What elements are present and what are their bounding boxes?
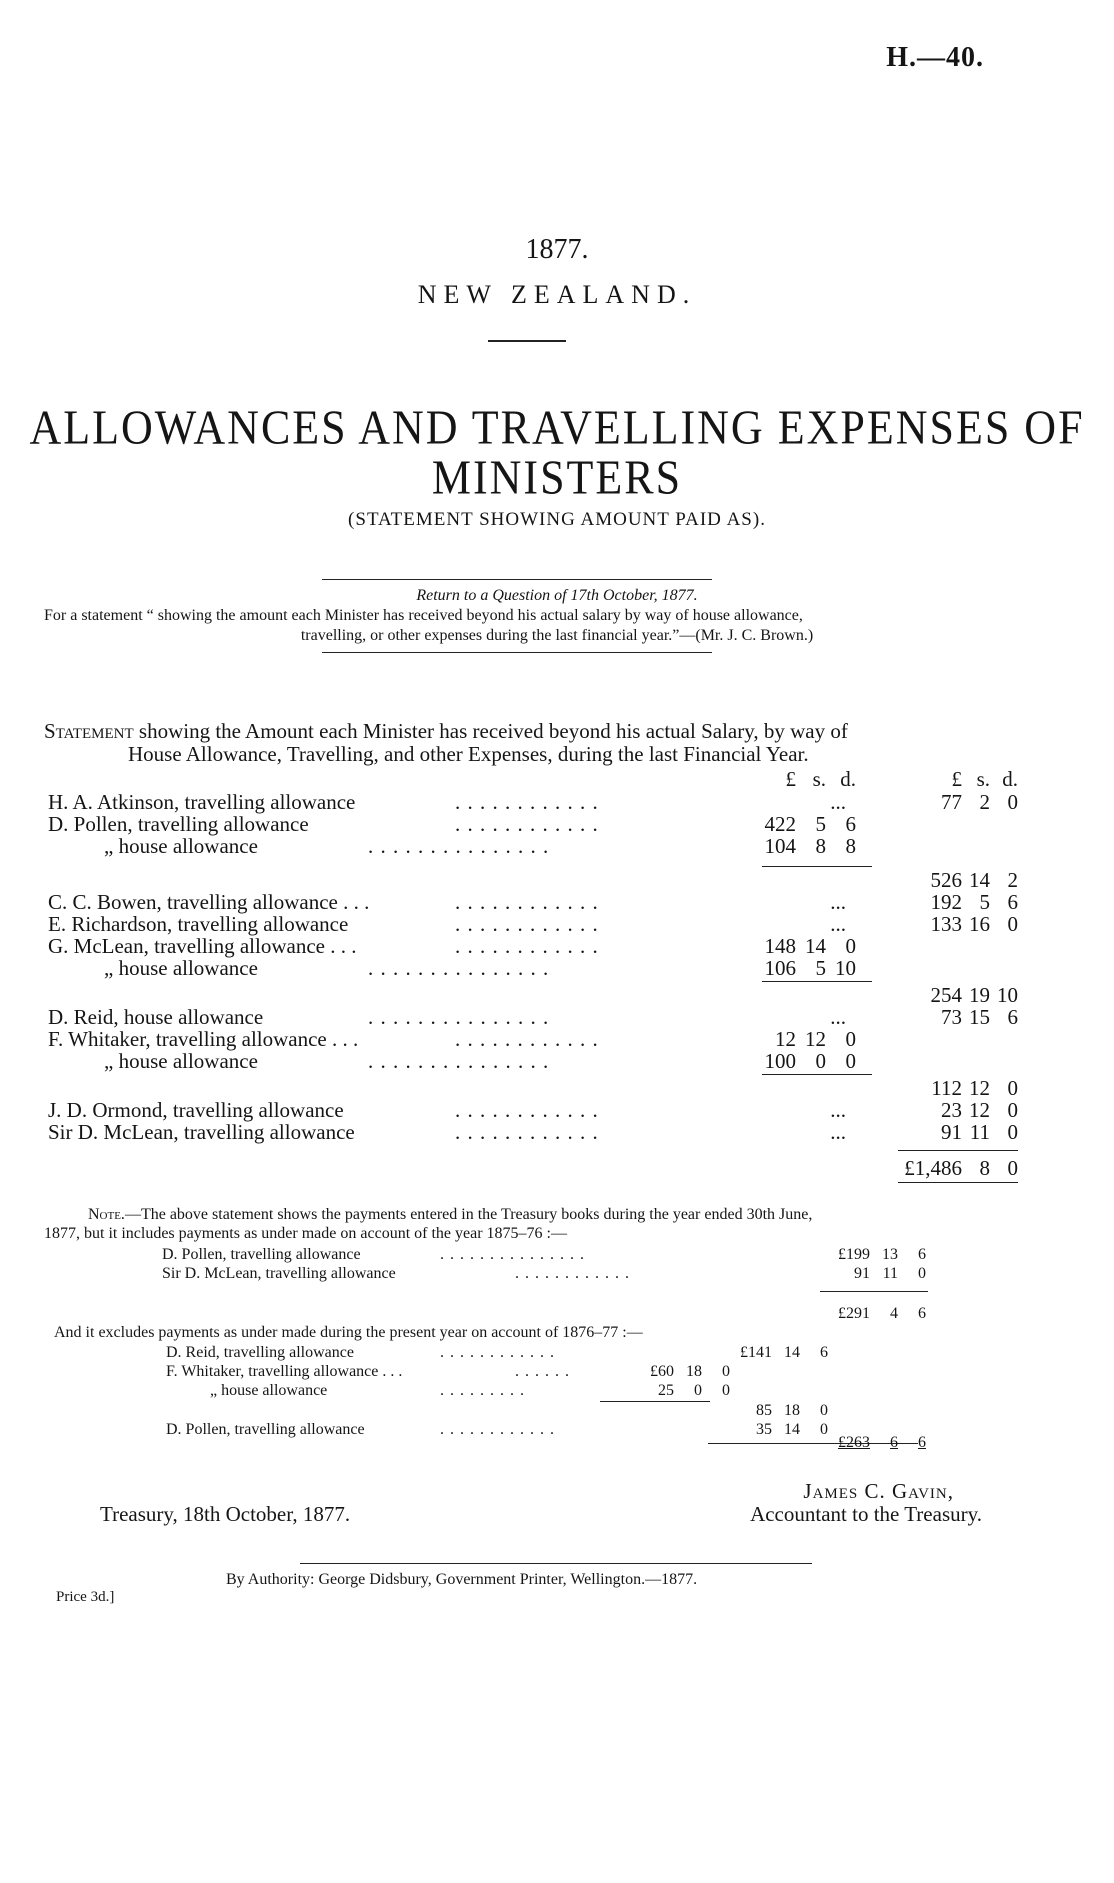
grand-total-pence: 0 <box>1007 1156 1018 1180</box>
note-total-pounds: £263 <box>838 1434 870 1451</box>
row-label: H. A. Atkinson, travelling allowance <box>48 790 356 814</box>
row-label: D. Reid, house allowance <box>48 1005 264 1029</box>
row-amount-pounds: 12 <box>775 1027 796 1051</box>
grand-total-rule <box>898 1150 1018 1151</box>
note-row-pence: 0 <box>820 1421 828 1438</box>
note-row-pounds: 85 <box>756 1402 772 1419</box>
note-row-pence: 6 <box>820 1344 828 1361</box>
return-statement-line1: For a statement “ showing the amount each Minister has received beyond his actual salary by way of house allowance, <box>44 607 803 624</box>
row-amount-placeholder: ... <box>830 790 846 814</box>
note-row-pence: 6 <box>918 1246 926 1263</box>
note-excluded-row <box>0 1343 1114 1362</box>
row-label: „ house allowance <box>104 834 258 858</box>
row-total-shillings: 15 <box>969 1005 990 1029</box>
statement-row <box>0 935 1114 957</box>
row-amount-placeholder: ... <box>830 1098 846 1122</box>
note-total-pence: 6 <box>918 1305 926 1322</box>
statement-grand-total <box>0 1157 1114 1179</box>
row-leader: . . . . . . . . . . . . . . . <box>368 956 550 980</box>
col-header-pence: d. <box>840 767 856 791</box>
statement-subtotal-row <box>0 1077 1114 1099</box>
note-included-total <box>0 1304 1114 1323</box>
row-amount-shillings: 5 <box>815 812 826 836</box>
note-row-pence: 0 <box>820 1402 828 1419</box>
note-row-leader: . . . . . . <box>515 1363 570 1380</box>
note-included-rule <box>820 1291 928 1292</box>
row-label: Sir D. McLean, travelling allowance <box>48 1120 355 1144</box>
title-rule <box>488 340 566 342</box>
row-amount-pence: 0 <box>845 1027 856 1051</box>
signature-name: James C. Gavin, <box>803 1479 954 1503</box>
row-total-shillings: 14 <box>969 868 990 892</box>
row-leader: . . . . . . . . . . . . <box>455 1120 599 1144</box>
signature-place-date: Treasury, 18th October, 1877. <box>100 1502 351 1526</box>
note-row-shillings: 14 <box>784 1421 800 1438</box>
row-total-pounds: 192 <box>930 890 962 914</box>
row-leader: . . . . . . . . . . . . . . . <box>368 1049 550 1073</box>
document-year: 1877. <box>525 234 589 265</box>
note-row-inner-pence: 0 <box>722 1382 730 1399</box>
footer-price: Price 3d.] <box>56 1589 115 1605</box>
row-amount-pounds: 100 <box>764 1049 796 1073</box>
note-row-shillings: 14 <box>784 1344 800 1361</box>
row-label: E. Richardson, travelling allowance <box>48 912 349 936</box>
document-title-line2: MINISTERS <box>431 450 683 505</box>
note-row-inner-shillings: 0 <box>694 1382 702 1399</box>
footer-rule <box>300 1563 812 1564</box>
row-label: J. D. Ormond, travelling allowance <box>48 1098 344 1122</box>
row-label: F. Whitaker, travelling allowance . . . <box>48 1027 359 1051</box>
note-total-shillings: 6 <box>890 1434 898 1451</box>
note-row-label: „ house allowance <box>210 1382 328 1399</box>
document-subtitle: (STATEMENT SHOWING AMOUNT PAID AS). <box>348 509 766 530</box>
document-title-line1: ALLOWANCES AND TRAVELLING EXPENSES OF <box>29 400 1085 455</box>
row-amount-pounds: 422 <box>764 812 796 836</box>
return-question: Return to a Question of 17th October, 1877. <box>416 587 698 604</box>
row-total-shillings: 2 <box>979 790 990 814</box>
page-ref: H.—40. <box>886 42 984 73</box>
row-total-pounds: 77 <box>941 790 962 814</box>
note-excluded-row <box>0 1381 1114 1400</box>
note-line1-text: —The above statement shows the payments entered in the Treasury books during the year ended 30th June, <box>124 1206 813 1223</box>
note-total-pence: 6 <box>918 1434 926 1451</box>
row-label: „ house allowance <box>104 956 258 980</box>
row-total-pounds: 254 <box>930 983 962 1007</box>
grand-total-shillings: 8 <box>979 1156 990 1180</box>
note-row-pounds: £141 <box>740 1344 772 1361</box>
row-amount-shillings: 14 <box>805 934 826 958</box>
row-amount-placeholder: ... <box>830 912 846 936</box>
row-total-pence: 2 <box>1007 868 1018 892</box>
row-leader: . . . . . . . . . . . . . . . <box>368 834 550 858</box>
row-total-pounds: 526 <box>930 868 962 892</box>
statement-heading-rest: showing the Amount each Minister has received beyond his actual Salary, by way of <box>138 719 848 743</box>
row-amount-pence: 10 <box>835 956 856 980</box>
row-total-pence: 6 <box>1007 890 1018 914</box>
column-headers <box>0 768 1114 790</box>
note-row-pence: 0 <box>918 1265 926 1282</box>
row-total-shillings: 11 <box>969 1120 990 1144</box>
note-row-shillings: 18 <box>784 1402 800 1419</box>
note-line3: And it excludes payments as under made during the present year on account of 1876–77 :— <box>54 1324 643 1341</box>
note-row-shillings: 13 <box>882 1246 898 1263</box>
note-row-label: D. Pollen, travelling allowance <box>166 1421 365 1438</box>
row-label: C. C. Bowen, travelling allowance . . . <box>48 890 370 914</box>
row-leader: . . . . . . . . . . . . <box>455 1098 599 1122</box>
row-total-pounds: 133 <box>930 912 962 936</box>
row-label: D. Pollen, travelling allowance <box>48 812 309 836</box>
row-leader: . . . . . . . . . . . . <box>455 934 599 958</box>
statement-row <box>0 1028 1114 1050</box>
row-amount-pounds: 106 <box>764 956 796 980</box>
statement-heading-lead: Statement <box>44 719 134 743</box>
note-row-shillings: 11 <box>882 1265 898 1282</box>
grand-total-double-rule <box>898 1182 1018 1183</box>
return-statement-line2: travelling, or other expenses during the last financial year.”—(Mr. J. C. Brown.) <box>300 627 814 644</box>
note-row-pounds: 91 <box>854 1265 870 1282</box>
row-total-pence: 0 <box>1007 790 1018 814</box>
statement-row <box>0 1099 1114 1121</box>
row-total-shillings: 16 <box>969 912 990 936</box>
row-total-pence: 6 <box>1007 1005 1018 1029</box>
note-total-shillings: 4 <box>890 1305 898 1322</box>
note-row-inner-pounds: 25 <box>658 1382 674 1399</box>
row-total-pence: 0 <box>1007 1098 1018 1122</box>
note-row-leader: . . . . . . . . . . . . <box>440 1421 555 1438</box>
row-total-pounds: 112 <box>931 1076 962 1100</box>
note-row-leader: . . . . . . . . . . . . . . . <box>440 1246 585 1263</box>
row-amount-pence: 8 <box>845 834 856 858</box>
statement-heading <box>44 719 848 744</box>
row-leader: . . . . . . . . . . . . <box>455 812 599 836</box>
row-total-shillings: 19 <box>969 983 990 1007</box>
note-row-inner-pence: 0 <box>722 1363 730 1380</box>
row-total-pence: 0 <box>1007 912 1018 936</box>
row-amount-shillings: 0 <box>815 1049 826 1073</box>
note-row-label: Sir D. McLean, travelling allowance <box>162 1265 396 1282</box>
note-line2: 1877, but it includes payments as under made on account of the year 1875–76 :— <box>44 1225 567 1242</box>
row-total-shillings: 12 <box>969 1076 990 1100</box>
row-amount-placeholder: ... <box>830 890 846 914</box>
note-line1 <box>88 1206 812 1224</box>
note-total-pounds: £291 <box>838 1305 870 1322</box>
subtotal-rule <box>762 981 872 982</box>
row-total-pence: 0 <box>1007 1120 1018 1144</box>
note-row-label: D. Pollen, travelling allowance <box>162 1246 361 1263</box>
statement-heading-line2: House Allowance, Travelling, and other Expenses, during the last Financial Year. <box>128 742 809 766</box>
row-label: G. McLean, travelling allowance . . . <box>48 934 357 958</box>
row-leader: . . . . . . . . . . . . <box>455 890 599 914</box>
row-total-pounds: 73 <box>941 1005 962 1029</box>
note-row-inner-pounds: £60 <box>650 1363 674 1380</box>
note-row-leader: . . . . . . . . . . . . <box>440 1344 555 1361</box>
statement-row <box>0 1121 1114 1143</box>
row-leader: . . . . . . . . . . . . <box>455 1027 599 1051</box>
col-header-shillings: s. <box>812 767 826 791</box>
statement-subtotal-row <box>0 984 1114 1006</box>
document-country: NEW ZEALAND. <box>417 280 697 309</box>
row-total-pence: 0 <box>1007 1076 1018 1100</box>
row-label: „ house allowance <box>104 1049 258 1073</box>
note-included-row <box>0 1264 1114 1283</box>
col-header-shillings-total: s. <box>976 767 990 791</box>
statement-row <box>0 957 1114 979</box>
signature-title: Accountant to the Treasury. <box>750 1502 982 1526</box>
row-leader: . . . . . . . . . . . . <box>455 790 599 814</box>
statement-row <box>0 791 1114 813</box>
note-row-pounds: 35 <box>756 1421 772 1438</box>
row-total-pounds: 91 <box>941 1120 962 1144</box>
row-amount-pounds: 148 <box>764 934 796 958</box>
row-total-pence: 10 <box>997 983 1018 1007</box>
statement-row <box>0 891 1114 913</box>
col-header-pounds: £ <box>785 767 796 791</box>
row-amount-placeholder: ... <box>830 1120 846 1144</box>
note-included-row <box>0 1245 1114 1264</box>
note-row-leader: . . . . . . . . . . . . <box>515 1265 630 1282</box>
subtotal-rule <box>762 1074 872 1075</box>
return-rule-top <box>322 579 712 580</box>
row-amount-shillings: 8 <box>815 834 826 858</box>
row-leader: . . . . . . . . . . . . . . . <box>368 1005 550 1029</box>
grand-total-pounds: £1,486 <box>904 1156 962 1180</box>
row-amount-shillings: 12 <box>805 1027 826 1051</box>
note-row-leader: . . . . . . . . . <box>440 1382 525 1399</box>
note-lead: Note. <box>88 1206 125 1223</box>
note-row-label: D. Reid, travelling allowance <box>166 1344 354 1361</box>
col-header-pounds-total: £ <box>951 767 962 791</box>
row-amount-pence: 0 <box>845 934 856 958</box>
row-amount-pence: 0 <box>845 1049 856 1073</box>
note-row-inner-shillings: 18 <box>686 1363 702 1380</box>
footer-imprint: By Authority: George Didsbury, Government Printer, Wellington.—1877. <box>226 1571 698 1588</box>
statement-row <box>0 813 1114 835</box>
note-excluded-total <box>0 1433 1114 1452</box>
row-amount-pence: 6 <box>845 812 856 836</box>
statement-row <box>0 835 1114 857</box>
row-total-pounds: 23 <box>941 1098 962 1122</box>
row-amount-placeholder: ... <box>830 1005 846 1029</box>
col-header-pence-total: d. <box>1002 767 1018 791</box>
row-total-shillings: 12 <box>969 1098 990 1122</box>
note-excluded-subtotal <box>0 1401 1114 1420</box>
statement-subtotal-row <box>0 869 1114 891</box>
subtotal-rule <box>762 866 872 867</box>
note-row-pounds: £199 <box>838 1246 870 1263</box>
statement-row <box>0 1050 1114 1072</box>
return-rule-bottom <box>322 652 712 653</box>
row-total-shillings: 5 <box>979 890 990 914</box>
note-excluded-row <box>0 1362 1114 1381</box>
note-row-label: F. Whitaker, travelling allowance . . . <box>166 1363 403 1380</box>
statement-row <box>0 913 1114 935</box>
row-amount-pounds: 104 <box>764 834 796 858</box>
row-amount-shillings: 5 <box>815 956 826 980</box>
row-leader: . . . . . . . . . . . . <box>455 912 599 936</box>
statement-row <box>0 1006 1114 1028</box>
